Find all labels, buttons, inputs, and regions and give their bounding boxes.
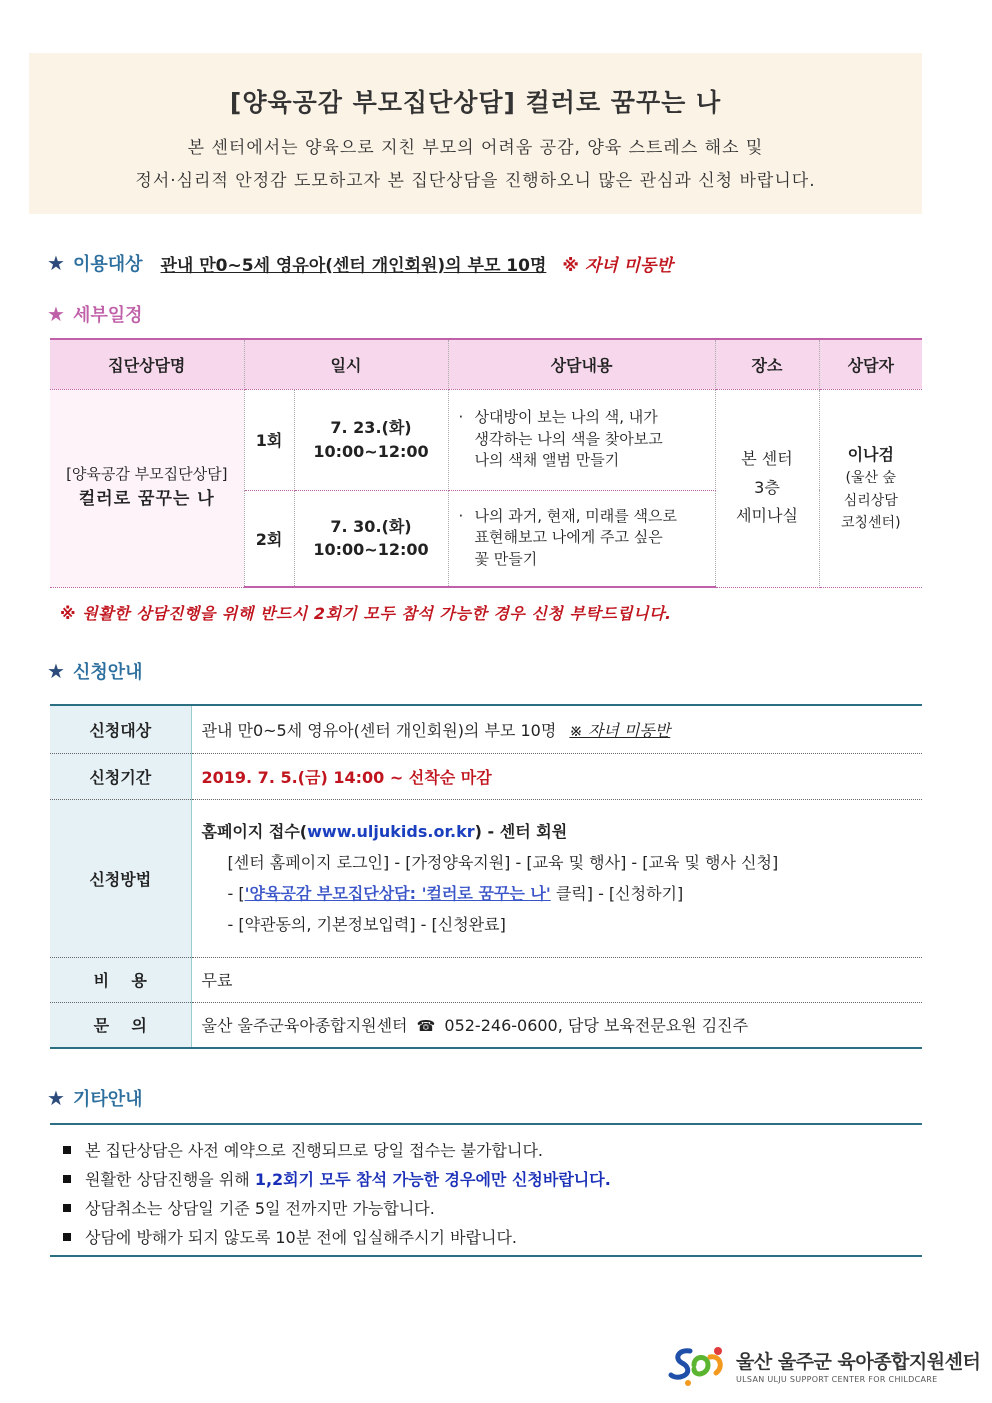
counselor-org-line: 심리상담	[843, 492, 898, 509]
place-line: 본 센터	[741, 448, 793, 468]
target-text: 관내 만0~5세 영유아(센터 개인회원)의 부모 10명	[160, 255, 547, 276]
method-suffix: ) - 센터 회원	[474, 821, 568, 841]
table-row	[50, 799, 922, 957]
session-time: 10:00~12:00	[313, 441, 429, 461]
method-line-4: - [약관동의, 기본정보입력] - [신청완료]	[227, 915, 506, 935]
square-bullet-icon	[63, 1146, 71, 1154]
session-date: 7. 23.(화)	[330, 418, 412, 438]
cost-value: 무료	[191, 957, 922, 1002]
row-label: 신청기간	[50, 753, 191, 799]
list-item	[50, 1193, 922, 1222]
column-header: 상담내용	[448, 339, 715, 389]
session-date: 7. 30.(화)	[330, 517, 412, 537]
program-link[interactable]: '양육공감 부모집단상담: '컬러로 꿈꾸는 나'	[244, 884, 551, 903]
content-line: 나의 색채 앨범 만들기	[474, 451, 620, 470]
place-cell	[715, 389, 819, 587]
target-section	[47, 250, 673, 276]
bullet: ·	[458, 407, 464, 426]
star-icon: ★	[47, 1086, 65, 1110]
star-icon: ★	[47, 302, 65, 326]
page-title: [양육공감 부모집단상담] 컬러로 꿈꾸는 나	[229, 88, 722, 117]
schedule-section-head	[47, 301, 143, 327]
apply-target-text: 관내 만0~5세 영유아(센터 개인회원)의 부모 10명	[201, 720, 557, 740]
content-line: 꽃 만들기	[474, 550, 538, 569]
row-label: 비 용	[50, 957, 191, 1002]
contact-detail: 052-246-0600, 담당 보육전문요원 김진주	[444, 1016, 749, 1036]
list-item	[50, 1135, 922, 1164]
program-name-cell	[50, 389, 244, 587]
square-bullet-icon	[63, 1204, 71, 1212]
column-header: 집단상담명	[50, 339, 244, 389]
counselor-org-line: 코칭센터)	[840, 514, 901, 531]
method-line-3	[202, 878, 923, 909]
counselor-org-line: (울산 숲	[845, 470, 896, 487]
square-bullet-icon	[63, 1175, 71, 1183]
list-item	[50, 1222, 922, 1251]
place-line: 세미나실	[736, 506, 798, 526]
apply-section-head	[47, 658, 143, 684]
session-datetime	[294, 389, 448, 490]
telephone-icon: ☎	[416, 1017, 436, 1036]
method-suffix: 클릭] - [신청하기]	[550, 884, 684, 903]
star-icon: ★	[47, 659, 65, 683]
square-bullet-icon	[63, 1233, 71, 1241]
table-row	[50, 705, 922, 753]
table-row	[50, 389, 922, 490]
homepage-link[interactable]: www.uljukids.or.kr	[307, 821, 475, 841]
content-line: 상대방이 보는 나의 색, 내가	[474, 407, 658, 426]
attendance-notice: ※ 원활한 상담진행을 위해 반드시 2회기 모두 참석 가능한 경우 신청 부탁드립니다.	[60, 604, 672, 623]
apply-table	[50, 704, 922, 1049]
method-prefix: - [	[227, 884, 245, 903]
session-time: 10:00~12:00	[313, 540, 429, 560]
logo-mark-icon	[668, 1343, 728, 1387]
etc-heading: 기타안내	[72, 1089, 143, 1110]
bullet: ·	[458, 506, 464, 525]
method-prefix: 홈페이지 접수(	[201, 821, 308, 841]
row-value	[191, 705, 922, 753]
session-round: 1회	[244, 389, 294, 490]
schedule-heading: 세부일정	[72, 305, 143, 326]
etc-section-head	[47, 1085, 143, 1111]
row-label: 신청대상	[50, 705, 191, 753]
list-item-text: 본 집단상담은 사전 예약으로 진행되므로 당일 접수는 불가합니다.	[85, 1141, 544, 1160]
program-name-line1: [양육공감 부모집단상담]	[66, 465, 228, 484]
session-content	[448, 389, 715, 490]
list-item-text: 상담에 방해가 되지 않도록 10분 전에 입실해주시기 바랍니다.	[85, 1228, 517, 1247]
list-item	[50, 1164, 922, 1193]
column-header: 상담자	[819, 339, 922, 389]
contact-org: 울산 울주군육아종합지원센터	[201, 1016, 408, 1036]
logo-name-en: ULSAN ULJU SUPPORT CENTER FOR CHILDCARE	[736, 1374, 938, 1384]
target-note: ※ 자녀 미동반	[562, 255, 673, 276]
logo-name-ko: 울산 울주군 육아종합지원센터	[736, 1350, 981, 1373]
list-item-text: 상담취소는 상담일 기준 5일 전까지만 가능합니다.	[85, 1199, 435, 1218]
content-line: 나의 과거, 현재, 미래를 색으로	[474, 506, 677, 525]
session-datetime	[294, 490, 448, 587]
intro-line-1: 본 센터에서는 양육으로 지친 부모의 어려움 공감, 양육 스트레스 해소 및	[187, 138, 764, 158]
program-name-line2: 컬러로 꿈꾸는 나	[78, 489, 215, 510]
counselor-cell	[819, 389, 922, 587]
intro-line-2: 정서·심리적 안정감 도모하고자 본 집단상담을 진행하오니 많은 관심과 신청 바랍니다.	[135, 171, 816, 191]
list-item-emphasis: 1,2회기 모두 참석 가능한 경우에만 신청바랍니다.	[254, 1170, 611, 1189]
etc-list	[50, 1123, 922, 1257]
session-content	[448, 490, 715, 587]
apply-target-note: ※ 자녀 미동반	[569, 720, 671, 740]
counselor-name: 이나검	[847, 444, 894, 464]
table-row	[50, 957, 922, 1002]
apply-method	[191, 799, 922, 957]
table-row	[50, 753, 922, 799]
schedule-table	[50, 338, 922, 588]
contact-value	[191, 1002, 922, 1048]
content-line: 생각하는 나의 색을 찾아보고	[474, 429, 663, 448]
place-line: 3층	[754, 477, 780, 497]
star-icon: ★	[47, 251, 65, 275]
target-heading: 이용대상	[72, 254, 143, 275]
method-line-2: [센터 홈페이지 로그인] - [가정양육지원] - [교육 및 행사] - [교육 및 행사 신청]	[227, 852, 779, 872]
content-line: 표현해보고 나에게 주고 싶은	[474, 528, 663, 547]
table-row	[50, 1002, 922, 1048]
column-header: 일시	[244, 339, 448, 389]
row-label: 신청방법	[50, 799, 191, 957]
center-logo	[668, 1343, 980, 1387]
row-label: 문 의	[50, 1002, 191, 1048]
apply-heading: 신청안내	[72, 662, 143, 683]
session-round: 2회	[244, 490, 294, 587]
header-box	[29, 53, 922, 214]
schedule-header-row	[50, 339, 922, 389]
list-item-text: 원활한 상담진행을 위해	[85, 1170, 255, 1189]
apply-period: 2019. 7. 5.(금) 14:00 ~ 선착순 마감	[191, 753, 922, 799]
method-line-1	[202, 816, 923, 847]
column-header: 장소	[715, 339, 819, 389]
